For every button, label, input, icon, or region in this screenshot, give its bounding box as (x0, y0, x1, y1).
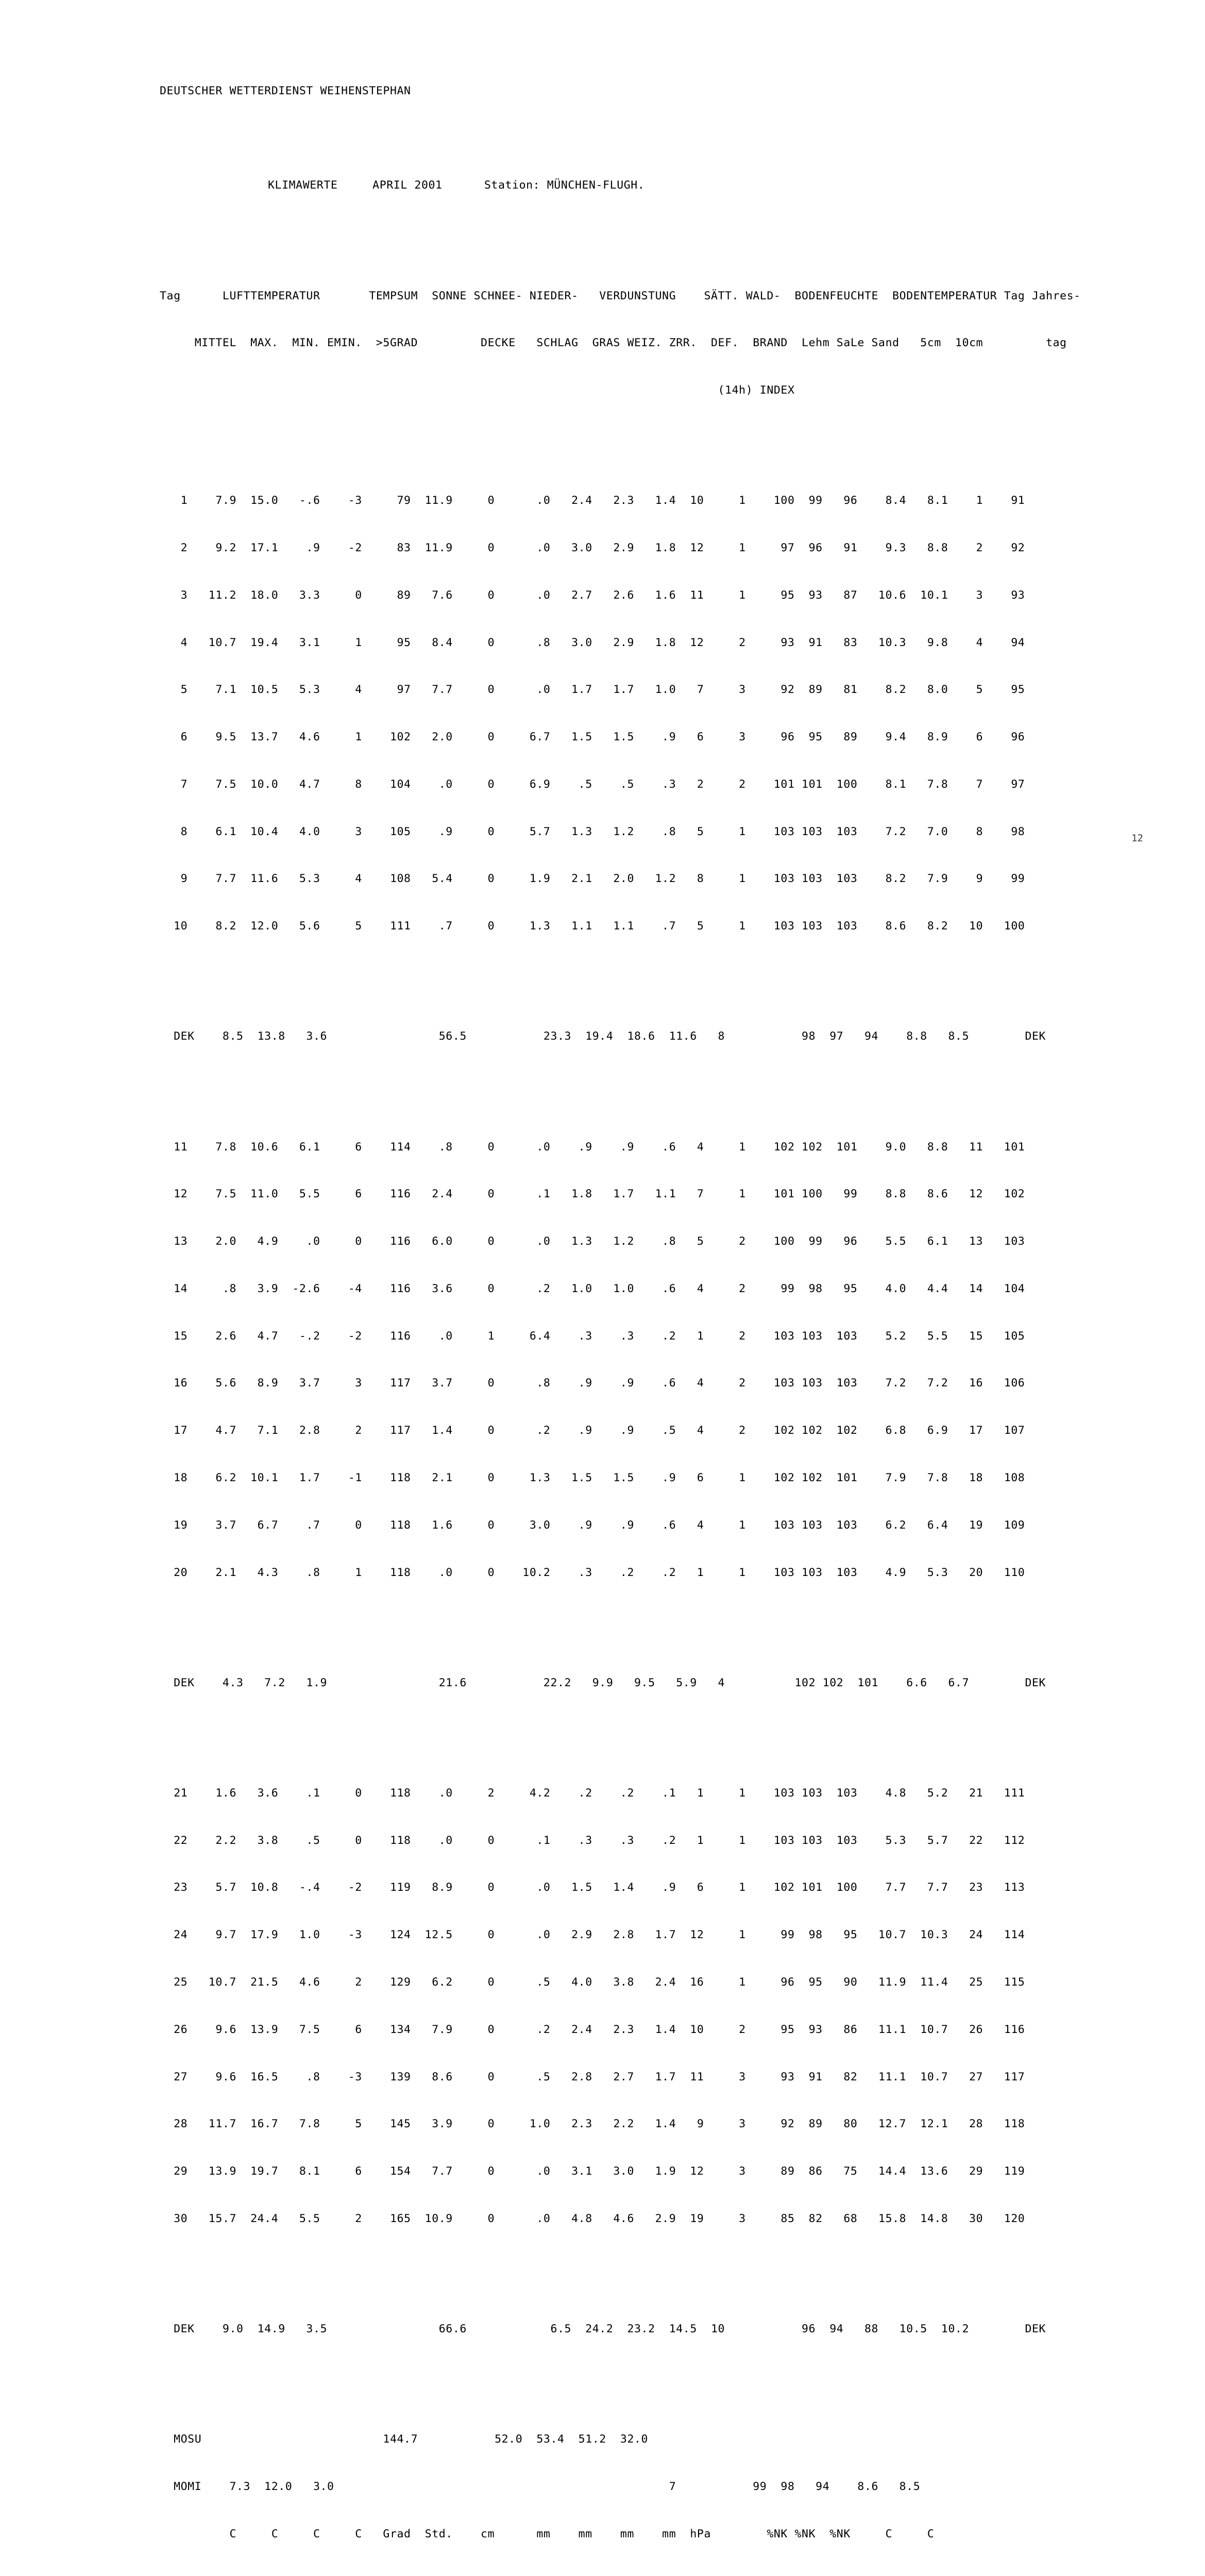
table-row: 13 2.0 4.9 .0 0 116 6.0 0 .0 1.3 1.2 .8 5 2 100 99 96 5.5 6.1 13 103 (160, 1235, 1025, 1248)
report-body (0, 36, 1205, 2576)
monthly-mean-row: MOMI 7.3 12.0 3.0 7 99 98 94 8.6 8.5 (160, 2480, 921, 2494)
table-row: 3 11.2 18.0 3.3 0 89 7.6 0 .0 2.7 2.6 1.6 11 1 95 93 87 10.6 10.1 3 93 (160, 588, 1025, 602)
table-row: 5 7.1 10.5 5.3 4 97 7.7 0 .0 1.7 1.7 1.0 7 3 92 89 81 8.2 8.0 5 95 (160, 683, 1025, 697)
spacer (0, 1076, 1205, 1092)
table-header-line-2: MITTEL MAX. MIN. EMIN. >5GRAD DECKE SCHLAG GRAS WEIZ. ZRR. DEF. BRAND Lehm SaLe Sand 5cm 10cm tag (160, 336, 1067, 350)
table-row: 23 5.7 10.8 -.4 -2 119 8.9 0 .0 1.5 1.4 .9 6 1 102 101 100 7.7 7.7 23 113 (160, 1881, 1025, 1894)
table-row: 11 7.8 10.6 6.1 6 114 .8 0 .0 .9 .9 .6 4 1 102 102 101 9.0 8.8 11 101 (160, 1140, 1025, 1154)
spacer (0, 1628, 1205, 1644)
spacer (0, 2274, 1205, 2290)
spacer (0, 131, 1205, 147)
spacer (0, 1723, 1205, 1739)
spacer (0, 2574, 1205, 2576)
report-title: KLIMAWERTE APRIL 2001 Station: MÜNCHEN-FLUGH. (268, 179, 645, 192)
table-row: 1 7.9 15.0 -.6 -3 79 11.9 0 .0 2.4 2.3 1.4 10 1 100 99 96 8.4 8.1 1 91 (160, 494, 1025, 507)
monthly-sum-row: MOSU 144.7 52.0 53.4 51.2 32.0 (160, 2433, 649, 2446)
table-row: 7 7.5 10.0 4.7 8 104 .0 0 6.9 .5 .5 .3 2 2 101 101 100 8.1 7.8 7 97 (160, 777, 1025, 791)
table-row: 27 9.6 16.5 .8 -3 139 8.6 0 .5 2.8 2.7 1.7 11 3 93 91 82 11.1 10.7 27 117 (160, 2070, 1025, 2083)
service-header: DEUTSCHER WETTERDIENST WEIHENSTEPHAN (160, 84, 411, 97)
table-row: 10 8.2 12.0 5.6 5 111 .7 0 1.3 1.1 1.1 .7 5 1 103 103 103 8.6 8.2 10 100 (160, 920, 1025, 933)
spacer (0, 430, 1205, 446)
units-row: C C C C Grad Std. cm mm mm mm mm hPa %NK %NK %NK C C (160, 2527, 935, 2540)
table-row: 2 9.2 17.1 .9 -2 83 11.9 0 .0 3.0 2.9 1.8 12 1 97 96 91 9.3 8.8 2 92 (160, 541, 1025, 554)
spacer (0, 982, 1205, 998)
spacer (0, 225, 1205, 241)
table-row: 4 10.7 19.4 3.1 1 95 8.4 0 .8 3.0 2.9 1.8 12 2 93 91 83 10.3 9.8 4 94 (160, 636, 1025, 649)
table-row: 15 2.6 4.7 -.2 -2 116 .0 1 6.4 .3 .3 .2 1 2 103 103 103 5.2 5.5 15 105 (160, 1329, 1025, 1343)
table-row: 21 1.6 3.6 .1 0 118 .0 2 4.2 .2 .2 .1 1 1 103 103 103 4.8 5.2 21 111 (160, 1786, 1025, 1800)
table-row: 6 9.5 13.7 4.6 1 102 2.0 0 6.7 1.5 1.5 .9 6 3 96 95 89 9.4 8.9 6 96 (160, 731, 1025, 744)
table-row: 28 11.7 16.7 7.8 5 145 3.9 0 1.0 2.3 2.2 1.4 9 3 92 89 80 12.7 12.1 28 118 (160, 2117, 1025, 2131)
table-row: 29 13.9 19.7 8.1 6 154 7.7 0 .0 3.1 3.0 1.9 12 3 89 86 75 14.4 13.6 29 119 (160, 2165, 1025, 2178)
decade-summary-row: DEK 8.5 13.8 3.6 56.5 23.3 19.4 18.6 11.6 8 98 97 94 8.8 8.5 DEK (160, 1030, 1046, 1043)
table-row: 18 6.2 10.1 1.7 -1 118 2.1 0 1.3 1.5 1.5 .9 6 1 102 102 101 7.9 7.8 18 108 (160, 1471, 1025, 1485)
table-row: 25 10.7 21.5 4.6 2 129 6.2 0 .5 4.0 3.8 2.4 16 1 96 95 90 11.9 11.4 25 115 (160, 1976, 1025, 1989)
table-row: 30 15.7 24.4 5.5 2 165 10.9 0 .0 4.8 4.6 2.9 19 3 85 82 68 15.8 14.8 30 120 (160, 2212, 1025, 2225)
table-row: 24 9.7 17.9 1.0 -3 124 12.5 0 .0 2.9 2.8 1.7 12 1 99 98 95 10.7 10.3 24 114 (160, 1928, 1025, 1942)
decade-summary-row: DEK 9.0 14.9 3.5 66.6 6.5 24.2 23.2 14.5 10 96 94 88 10.5 10.2 DEK (160, 2323, 1046, 2336)
table-row: 8 6.1 10.4 4.0 3 105 .9 0 5.7 1.3 1.2 .8 5 1 103 103 103 7.2 7.0 8 98 (160, 825, 1025, 838)
table-row: 16 5.6 8.9 3.7 3 117 3.7 0 .8 .9 .9 .6 4 2 103 103 103 7.2 7.2 16 106 (160, 1377, 1025, 1390)
table-header-line-3: (14h) INDEX (160, 384, 795, 397)
table-row: 12 7.5 11.0 5.5 6 116 2.4 0 .1 1.8 1.7 1.1 7 1 101 100 99 8.8 8.6 12 102 (160, 1188, 1025, 1201)
table-row: 17 4.7 7.1 2.8 2 117 1.4 0 .2 .9 .9 .5 4 2 102 102 102 6.8 6.9 17 107 (160, 1424, 1025, 1437)
table-row: 20 2.1 4.3 .8 1 118 .0 0 10.2 .3 .2 .2 1 1 103 103 103 4.9 5.3 20 110 (160, 1566, 1025, 1579)
decade-summary-row: DEK 4.3 7.2 1.9 21.6 22.2 9.9 9.5 5.9 4 102 102 101 6.6 6.7 DEK (160, 1676, 1046, 1689)
table-row: 9 7.7 11.6 5.3 4 108 5.4 0 1.9 2.1 2.0 1.2 8 1 103 103 103 8.2 7.9 9 99 (160, 872, 1025, 886)
spacer (0, 2369, 1205, 2385)
table-row: 19 3.7 6.7 .7 0 118 1.6 0 3.0 .9 .9 .6 4 1 103 103 103 6.2 6.4 19 109 (160, 1518, 1025, 1532)
table-row: 22 2.2 3.8 .5 0 118 .0 0 .1 .3 .3 .2 1 1 103 103 103 5.3 5.7 22 112 (160, 1834, 1025, 1847)
page-number: 12 (1131, 833, 1143, 844)
table-header-line-1: Tag LUFTTEMPERATUR TEMPSUM SONNE SCHNEE- NIEDER- VERDUNSTUNG SÄTT. WALD- BODENFEUCHTE BODENTEMPERATUR Tag Jahres- (160, 289, 1081, 302)
table-row: 26 9.6 13.9 7.5 6 134 7.9 0 .2 2.4 2.3 1.4 10 2 95 93 86 11.1 10.7 26 116 (160, 2023, 1025, 2036)
table-row: 14 .8 3.9 -2.6 -4 116 3.6 0 .2 1.0 1.0 .6 4 2 99 98 95 4.0 4.4 14 104 (160, 1282, 1025, 1295)
